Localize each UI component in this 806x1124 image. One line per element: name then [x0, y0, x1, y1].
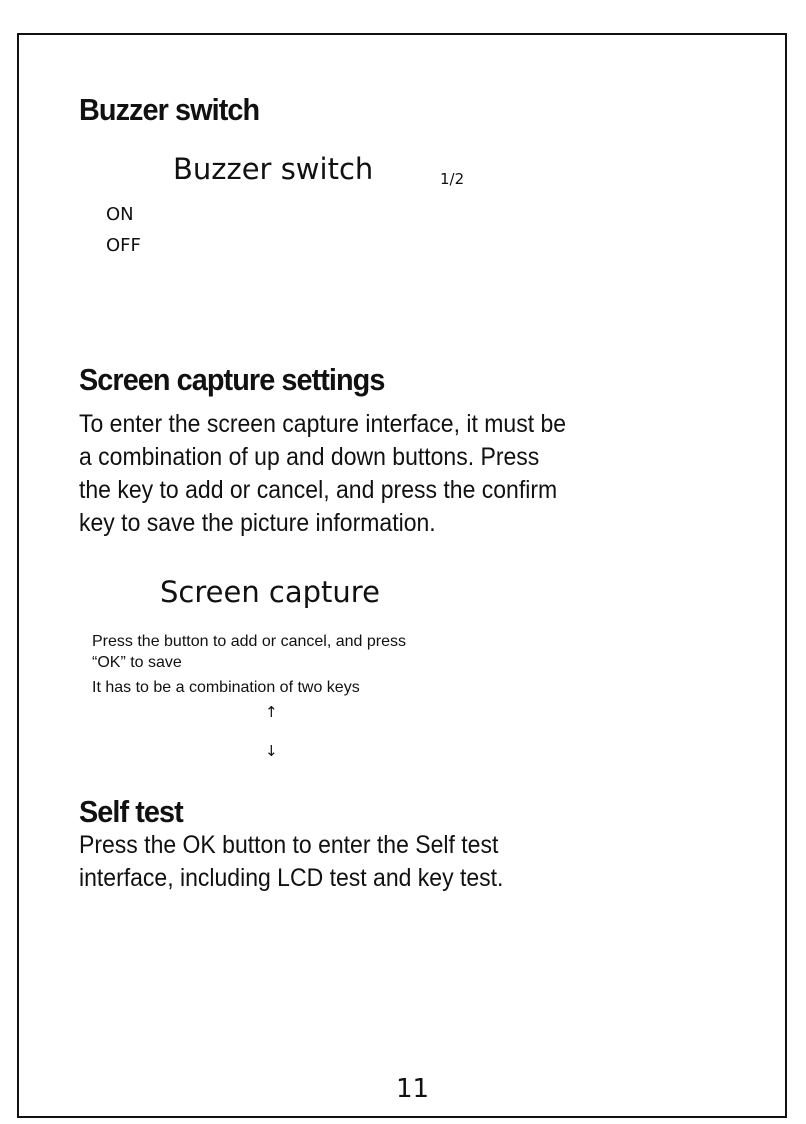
- up-arrow-icon: ↑: [265, 703, 278, 721]
- page-indicator: 1/2: [440, 170, 465, 188]
- screen-capture-instruction-2: “OK” to save: [92, 654, 182, 671]
- option-on: ON: [106, 204, 134, 225]
- buzzer-screen-title: Buzzer switch: [173, 152, 374, 186]
- buzzer-switch-heading: Buzzer switch: [79, 92, 260, 127]
- down-arrow-icon: ↓: [265, 742, 278, 760]
- page-number: 11: [396, 1074, 430, 1104]
- screen-capture-instruction-3: It has to be a combination of two keys: [92, 679, 360, 696]
- paragraph-line: key to save the picture information.: [79, 509, 436, 537]
- paragraph-line: Press the OK button to enter the Self test: [79, 831, 499, 859]
- screen-capture-paragraph: [79, 408, 608, 540]
- screen-capture-heading: Screen capture settings: [79, 362, 385, 397]
- paragraph-line: interface, including LCD test and key test.: [79, 864, 504, 892]
- paragraph-line: the key to add or cancel, and press the confirm: [79, 476, 558, 504]
- page-border: [17, 33, 787, 1118]
- self-test-heading: Self test: [79, 794, 183, 829]
- option-off: OFF: [106, 235, 141, 256]
- paragraph-line: a combination of up and down buttons. Press: [79, 443, 540, 471]
- self-test-paragraph: [79, 829, 540, 895]
- screen-capture-screen-title: Screen capture: [160, 575, 380, 609]
- screen-capture-instruction-1: Press the button to add or cancel, and press: [92, 633, 406, 650]
- paragraph-line: To enter the screen capture interface, it must be: [79, 410, 567, 438]
